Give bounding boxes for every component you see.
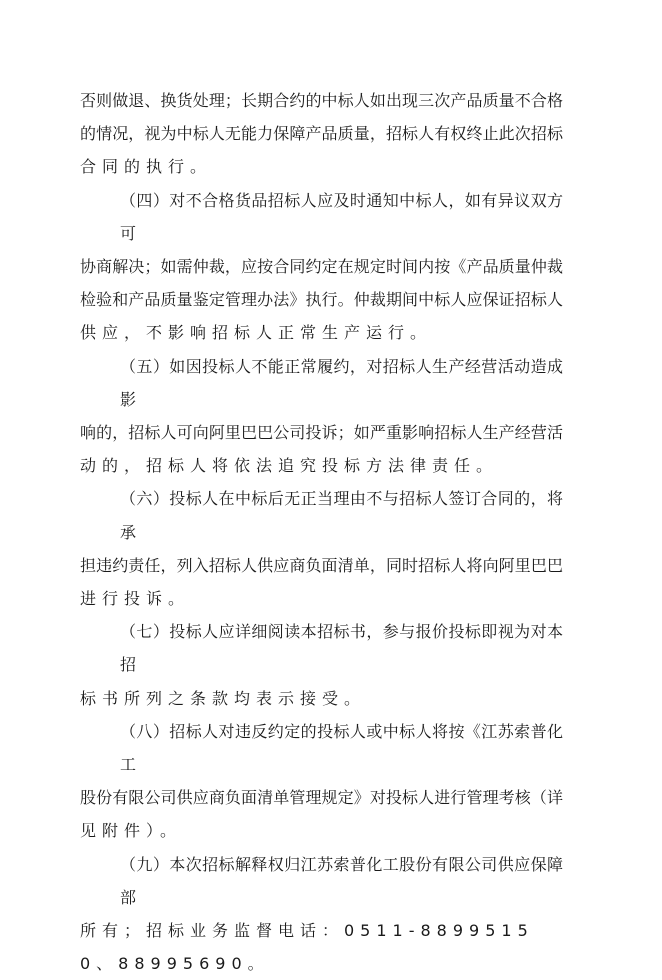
text-line: （八）招标人对违反约定的投标人或中标人将按《江苏索普化工 [120,721,563,775]
text-line: （六）投标人在中标后无正当理由不与招标人签订合同的，将承 [120,489,563,542]
text-line: （四）对不合格货品招标人应及时通知中标人，如有异议双方可 [120,190,563,243]
paragraph [80,482,563,615]
text-line: 协商解决；如需仲裁，应按合同约定在规定时间内按《产品质量仲裁 [80,257,563,277]
text-line: 担违约责任，列入招标人供应商负面清单，同时招标人将向阿里巴巴 [80,555,563,575]
text-line: 股份有限公司供应商负面清单管理规定》对投标人进行管理考核（详 [80,788,563,808]
document-body [80,84,563,980]
text-line: 检验和产品质量鉴定管理办法》执行。仲裁期间中标人应保证招标人 [80,290,563,310]
text-line: （九）本次招标解释权归江苏索普化工股份有限公司供应保障部 [120,854,563,907]
text-line: 进行投诉。 [80,589,191,609]
paragraph [80,848,563,980]
text-line: 供应，不影响招标人正常生产运行。 [80,323,433,343]
text-line: 所有；招标业务监督电话：0511-88995150、88995690。 [80,921,534,974]
paragraph [80,615,563,715]
text-line: 否则做退、换货处理；长期合约的中标人如出现三次产品质量不合格 [80,91,563,110]
text-line: 动的，招标人将依法追究投标方法律责任。 [80,456,499,476]
paragraph [80,715,563,848]
paragraph [80,350,563,483]
text-line: 见附件）。 [80,821,183,841]
text-line: 的情况，视为中标人无能力保障产品质量，招标人有权终止此次招标 [80,124,563,144]
text-line: （七）投标人应详细阅读本招标书，参与报价投标即视为对本招 [120,622,563,675]
text-line: （五）如因投标人不能正常履约，对招标人生产经营活动造成影 [120,356,563,409]
text-line: 合同的执行。 [80,157,213,177]
paragraph [80,184,563,350]
paragraph [80,84,563,184]
text-line: 响的，招标人可向阿里巴巴公司投诉；如严重影响招标人生产经营活 [80,423,563,443]
text-line: 标书所列之条款均表示接受。 [80,688,367,708]
